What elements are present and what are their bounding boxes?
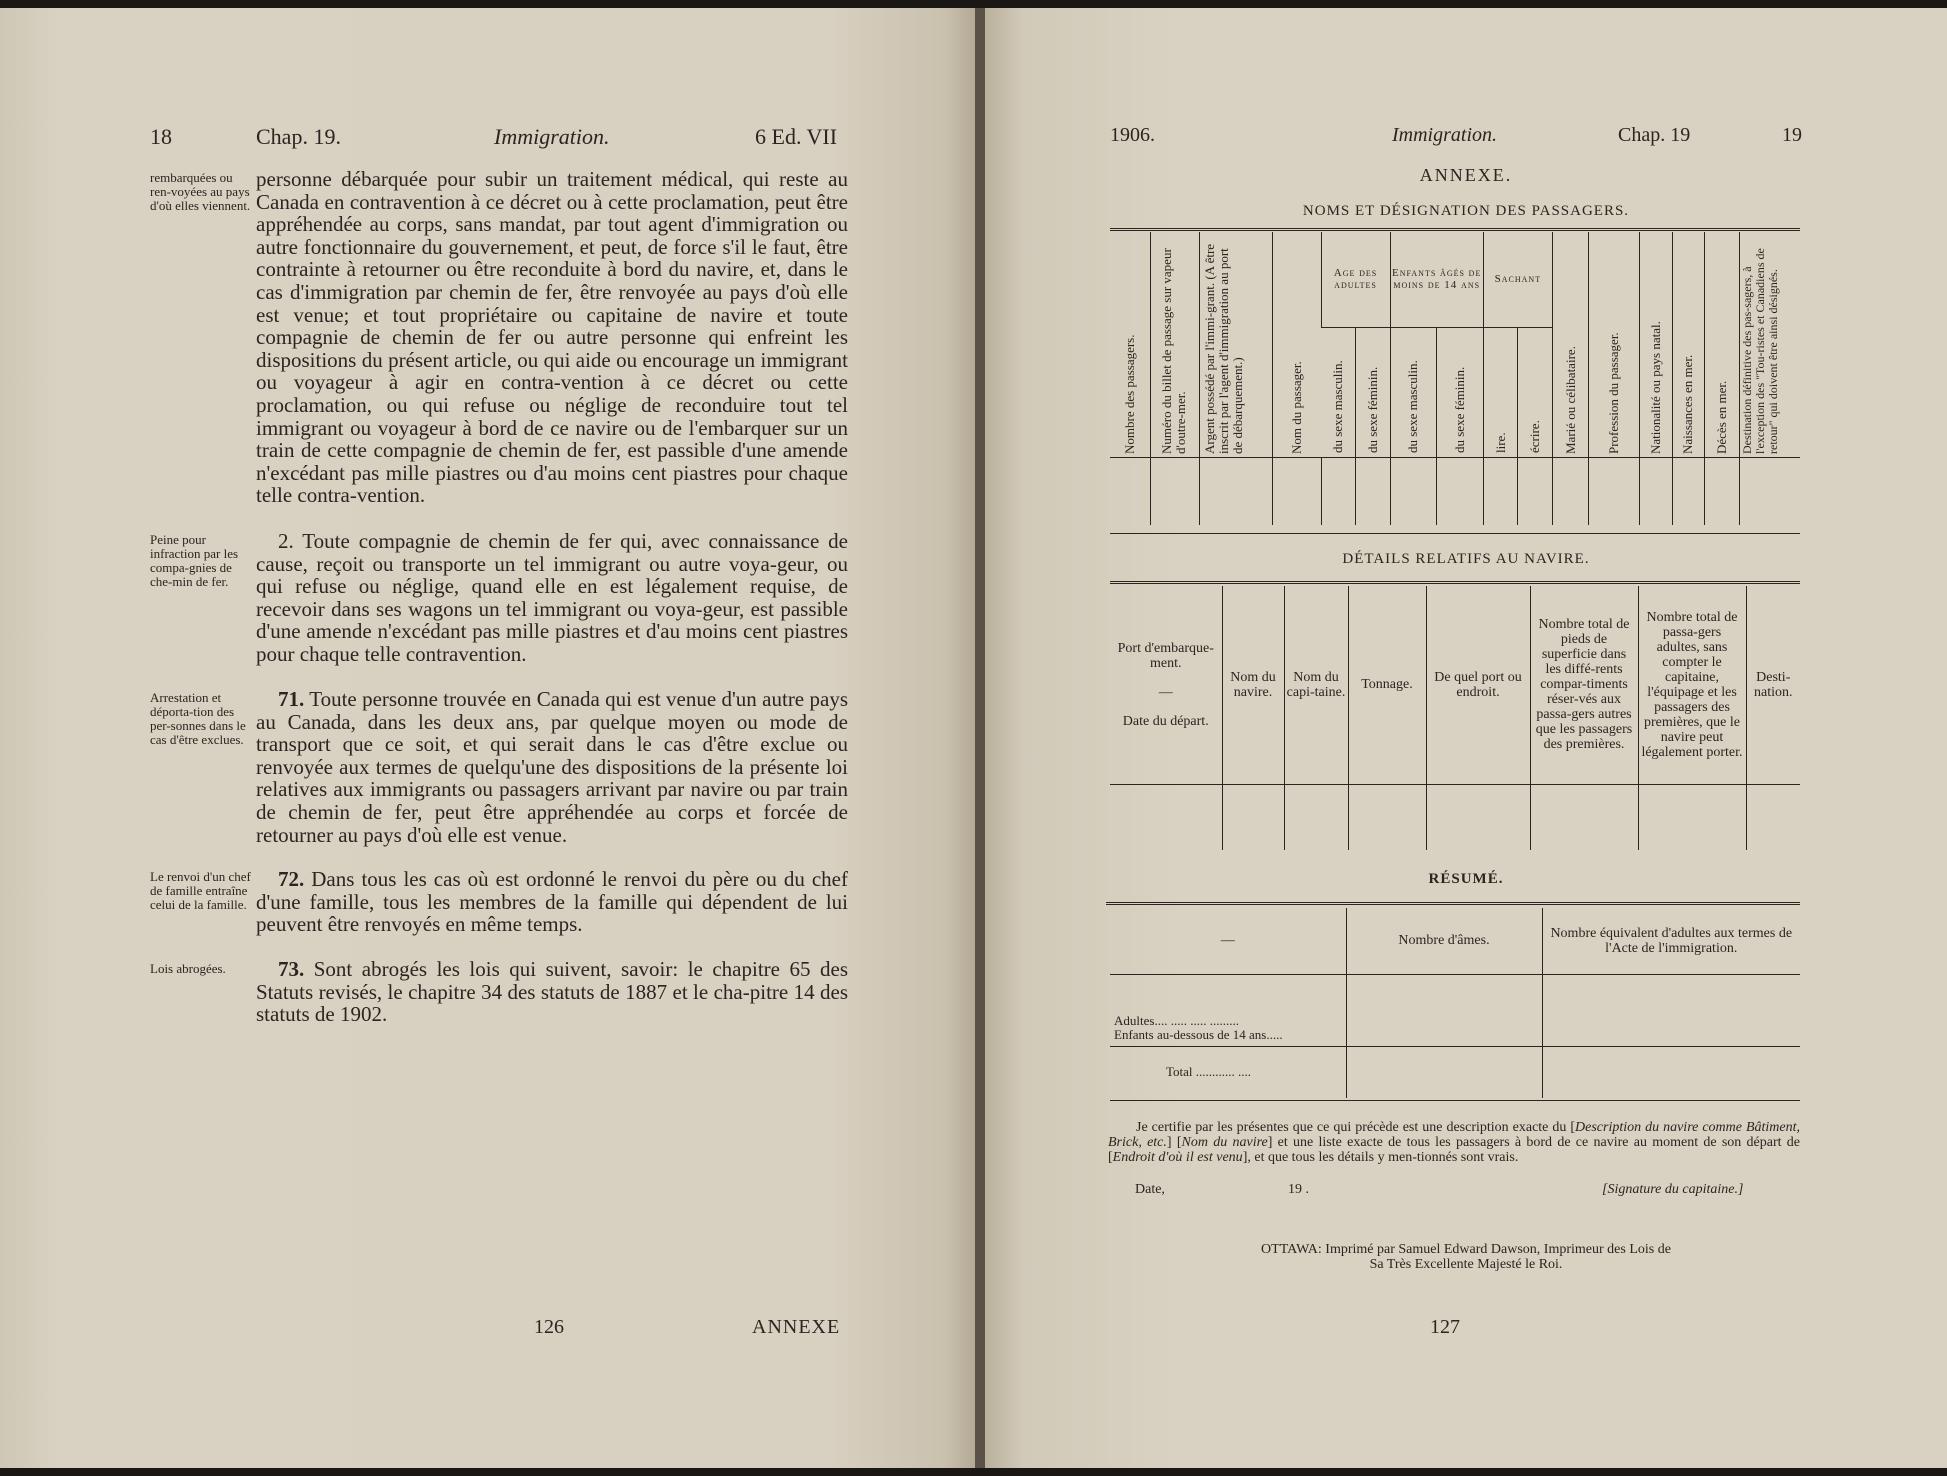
section-71-number: 71. xyxy=(278,687,305,711)
col-destination: Destination définitive des pas-sagers, à l'exception des "Tou-ristes et Canadiens de retour" qui doivent être ainsi désignés. xyxy=(1739,248,1780,455)
col-nom-navire: Nom du navire. xyxy=(1222,586,1284,784)
col-lire: lire. xyxy=(1492,432,1508,453)
section-71 xyxy=(256,688,848,846)
cert-part-2: ] [ xyxy=(1166,1135,1182,1150)
col-child-fem: du sexe féminin. xyxy=(1452,366,1468,453)
margin-note-rembarquees: rembarquées ou ren-voyées au pays d'où elles viennent. xyxy=(150,170,251,213)
col-naissances: Naissances en mer. xyxy=(1680,354,1696,455)
right-footer-number: 127 xyxy=(1430,1316,1460,1338)
para-1-text: personne débarquée pour subir un traitement médical, qui reste au Canada en contravention à ce décret ou à cette proclamation, peut être appréhendée au corps, sans mandat, par tout agent d'immigration ou autre fonctionnaire du gouvernement, et peut, de force s'il le faut, être contrainte à retourner ou être reconduite à bord du navire, et, dans le cas d'immigration par chemin de fer, être renvoyée au pays d'où elle est venue; et tout propriétaire ou capitaine de navire et toute compagnie de chemin de fer ou autre personne qui enfreint les dispositions du présent article, ou qui aide ou encourage un immigrant ou voyageur à agir en contra-vention à ce décret ou cette proclamation, ou qui refuse ou néglige de reconduire tout tel immigrant ou voyageur à bord de ce navire ou de l'embarquer sur un train de cette compagnie de chemin de fer, est passible d'une amende n'excédant pas mille piastres ou d'au moins cent piastres pour chaque telle contra-vention. xyxy=(256,167,848,508)
col-date: Date du départ. xyxy=(1122,713,1209,729)
ship-details-table xyxy=(1110,586,1800,850)
printer-line-2: Sa Très Excellente Majesté le Roi. xyxy=(1369,1257,1563,1272)
col-nombre: Nombre des passagers. xyxy=(1122,334,1138,455)
col-port: Port d'embarque-ment. xyxy=(1117,640,1214,671)
cert-year: 19 . xyxy=(1288,1182,1309,1197)
group-sachant: Sachant xyxy=(1483,232,1552,327)
table1-bottom-rule xyxy=(1110,533,1800,534)
certification-text xyxy=(1108,1120,1800,1165)
right-running-title: Immigration. xyxy=(1392,124,1497,146)
resume-row-enfants: Enfants au-dessous de 14 ans..... xyxy=(1114,1026,1283,1042)
cert-italic-1: Description du navire comme Bâtiment, Brick, etc. xyxy=(1108,1120,1800,1150)
right-year: 1906. xyxy=(1110,124,1155,146)
col-profession: Profession du passager. xyxy=(1606,332,1622,455)
table3-top-rule xyxy=(1106,902,1800,905)
margin-note-lois: Lois abrogées. xyxy=(150,961,226,976)
table1-top-rule xyxy=(1110,228,1800,231)
cert-signature: [Signature du capitaine.] xyxy=(1602,1182,1744,1197)
right-chapter: Chap. 19 xyxy=(1618,124,1691,146)
col-superficie: Nombre total de pieds de superficie dans les diffé-rents compar-timents réser-vés aux passa-gers autres que les passagers des premières. xyxy=(1530,586,1638,784)
col-de-quel-port: De quel port ou endroit. xyxy=(1426,586,1530,784)
col-numero: Numéro du billet de passage sur vapeur d'outre-mer. xyxy=(1158,248,1188,455)
margin-note-renvoi: Le renvoi d'un chef de famille entraîne celui de la famille. xyxy=(150,869,251,912)
col-port-dash: — xyxy=(1158,684,1173,700)
resume-row-adultes: Adultes.... ..... ..... ......... xyxy=(1114,1012,1239,1028)
section-71-text: Toute personne trouvée en Canada qui est venue d'un autre pays au Canada, dans les deux ans, par quelque moyen ou mode de transport que ce soit, et qui serait dans le cas d'être exclue ou renvoyée aux termes de quelqu'une des dispositions de la présente loi relatives aux immigrants ou passagers arrivant par navire ou par train de chemin de fer, peut être appréhendée au corps et forcée de retourner au pays d'où elle est venue. xyxy=(256,687,848,847)
cert-italic-2: Nom du navire xyxy=(1181,1135,1268,1150)
passengers-table-title: NOMS ET DÉSIGNATION DES PASSAGERS. xyxy=(1302,203,1630,219)
resume-title: RÉSUMÉ. xyxy=(1428,871,1504,887)
section-72-number: 72. xyxy=(278,867,305,891)
left-edition: 6 Ed. VII xyxy=(755,124,838,149)
annexe-title: ANNEXE. xyxy=(1419,165,1513,185)
section-72 xyxy=(256,868,848,936)
col-marie: Marié ou célibataire. xyxy=(1562,346,1578,455)
left-footer-number: 126 xyxy=(534,1316,564,1338)
table2-top-rule xyxy=(1110,581,1800,584)
resume-row-total: Total ............ .... xyxy=(1166,1064,1252,1080)
left-chapter: Chap. 19. xyxy=(256,124,341,149)
section-72-text: Dans tous les cas où est ordonné le renvoi du père ou du chef d'une famille, tous les membres de la famille qui dépendent de lui peuvent être renvoyés en même temps. xyxy=(256,867,848,937)
section-73 xyxy=(256,958,848,1026)
table3-bottom-rule xyxy=(1110,1100,1800,1101)
printer-line-1: OTTAWA: Imprimé par Samuel Edward Dawson, Imprimeur des Lois de xyxy=(1261,1242,1671,1257)
group-enfants: Enfants âgés de moins de 14 ans xyxy=(1390,232,1483,327)
left-footer-annexe: ANNEXE xyxy=(752,1316,841,1338)
cert-italic-3: Endroit d'où il est venu xyxy=(1112,1150,1243,1165)
section-73-number: 73. xyxy=(278,957,305,981)
left-running-title: Immigration. xyxy=(494,124,610,149)
group-age-adultes: Age des adultes xyxy=(1321,232,1390,327)
cert-date-label: Date, xyxy=(1135,1182,1165,1197)
col-adult-masc: du sexe masculin. xyxy=(1330,360,1346,453)
book-gutter xyxy=(975,8,985,1468)
col-argent: Argent possédé par l'immi-grant. (A être inscrit par l'agent d'immigration au port de débarquement.) xyxy=(1201,244,1245,455)
cert-part-4: ], et que tous les détails y men-tionnés sont vrais. xyxy=(1242,1150,1519,1165)
resume-col-dash: — xyxy=(1220,932,1235,948)
col-deces: Décès en mer. xyxy=(1713,380,1729,455)
col-nationalite: Nationalité ou pays natal. xyxy=(1647,321,1663,455)
resume-table xyxy=(1110,908,1800,1098)
cert-part-1: Je certifie par les présentes que ce qui précède est une description exacte du [ xyxy=(1136,1120,1576,1135)
col-passagers-adultes: Nombre total de passa-gers adultes, sans compter le capitaine, l'équipage et les passagers des premières, que le navire peut légalement porter. xyxy=(1638,586,1746,784)
left-page-number: 18 xyxy=(150,124,172,149)
col-destination-navire: Desti-nation. xyxy=(1746,586,1800,784)
col-nom-capitaine: Nom du capi-taine. xyxy=(1284,586,1348,784)
col-tonnage: Tonnage. xyxy=(1348,586,1426,784)
passengers-table xyxy=(1110,232,1800,525)
col-ecrire: écrire. xyxy=(1527,420,1543,453)
resume-col-ames: Nombre d'âmes. xyxy=(1346,908,1542,974)
col-nom: Nom du passager. xyxy=(1288,361,1304,455)
section-73-text: Sont abrogés les lois qui suivent, savoir: le chapitre 65 des Statuts revisés, le chapitre 34 des statuts de 1887 et le cha-pitre 14 des statuts de 1902. xyxy=(256,957,848,1027)
right-page-number: 19 xyxy=(1782,124,1802,146)
col-adult-fem: du sexe féminin. xyxy=(1364,366,1380,453)
margin-note-peine: Peine pour infraction par les compa-gnies de che-min de fer. xyxy=(150,532,239,589)
para-2-text: 2. Toute compagnie de chemin de fer qui, avec connaissance de cause, reçoit ou transporte un tel immigrant ou autre voya-geur, ou qui refuse ou néglige, quand elle en est légalement requise, de recevoir dans ses wagons un tel immigrant ou voya-geur, est passible d'une amende n'excédant pas mille piastres et d'au moins cent piastres pour chaque telle contravention. xyxy=(256,529,848,666)
paragraph-2 xyxy=(256,530,848,666)
paragraph-continuation xyxy=(256,168,848,507)
col-child-masc: du sexe masculin. xyxy=(1405,360,1421,453)
cert-part-3: ] et une liste exacte de tous les passagers à bord de ce navire au moment de son départ de [ xyxy=(1108,1135,1800,1165)
ship-table-title: DÉTAILS RELATIFS AU NAVIRE. xyxy=(1342,551,1590,567)
margin-note-arrestation: Arrestation et déporta-tion des per-sonnes dans le cas d'être exclues. xyxy=(150,690,246,747)
resume-col-equivalent: Nombre équivalent d'adultes aux termes de l'Acte de l'immigration. xyxy=(1542,908,1800,974)
